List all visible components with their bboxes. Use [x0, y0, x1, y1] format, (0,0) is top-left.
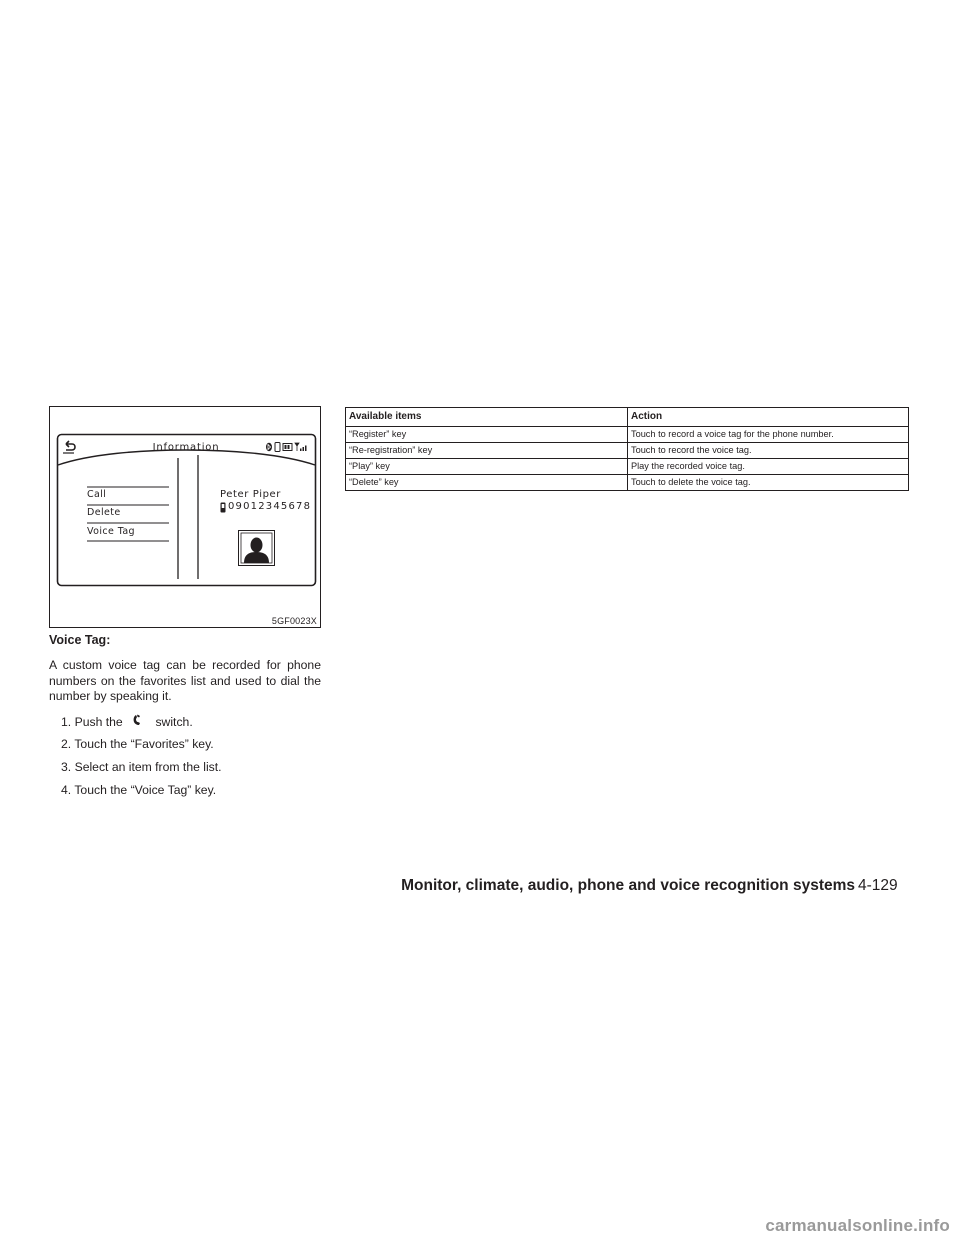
step-number: 3.	[61, 760, 72, 774]
step-number: 4.	[61, 783, 72, 797]
figure-code: 5GF0023X	[271, 616, 317, 626]
voice-tag-items-table	[345, 407, 909, 491]
figure-voice-tag-screen	[49, 406, 321, 628]
table-row	[346, 443, 909, 459]
table-cell-item: “Delete” key	[346, 475, 628, 491]
table-cell-action: Touch to record the voice tag.	[628, 443, 909, 459]
step-1	[61, 713, 193, 729]
table-row	[346, 475, 909, 491]
screen-title: Information	[152, 442, 220, 453]
menu-item-call[interactable]: Call	[87, 489, 107, 500]
contact-number: 09012345678	[228, 501, 312, 512]
header-available-items: Available items	[346, 408, 628, 427]
step-4	[61, 783, 216, 797]
step-text: Touch the “Favorites” key.	[74, 737, 214, 751]
step-number: 1.	[61, 715, 72, 729]
step-number: 2.	[61, 737, 72, 751]
menu-item-voice-tag[interactable]: Voice Tag	[87, 526, 135, 537]
table-cell-item: “Register” key	[346, 427, 628, 443]
footer-section-title: Monitor, climate, audio, phone and voice recognition systems	[401, 877, 855, 894]
page-number: 4-129	[858, 877, 898, 894]
mobile-phone-icon	[221, 503, 226, 513]
table-cell-item: “Re-registration” key	[346, 443, 628, 459]
step-text-after: switch.	[155, 715, 193, 729]
table-cell-action: Play the recorded voice tag.	[628, 459, 909, 475]
table-row	[346, 459, 909, 475]
header-action: Action	[628, 408, 909, 427]
contact-name: Peter Piper	[220, 489, 281, 500]
intro-paragraph: A custom voice tag can be recorded for phone numbers on the favorites list and used to dial the number by speaking it.	[49, 658, 321, 703]
contact-silhouette-icon	[239, 531, 275, 566]
screen-frame	[50, 407, 322, 629]
table-row	[346, 427, 909, 443]
step-3	[61, 760, 222, 774]
phone-switch-icon	[126, 713, 152, 727]
step-text: Touch the “Voice Tag” key.	[74, 783, 217, 797]
information-screen	[50, 407, 322, 629]
menu-item-delete[interactable]: Delete	[87, 507, 121, 518]
step-text-before: Push the	[74, 715, 123, 729]
table-cell-item: “Play” key	[346, 459, 628, 475]
watermark[interactable]: carmanualsonline.info	[765, 1216, 950, 1235]
section-heading: Voice Tag:	[49, 633, 111, 647]
table-cell-action: Touch to record a voice tag for the phone number.	[628, 427, 909, 443]
table-header-row	[346, 408, 909, 427]
step-text: Select an item from the list.	[74, 760, 222, 774]
table-cell-action: Touch to delete the voice tag.	[628, 475, 909, 491]
step-2	[61, 737, 214, 751]
